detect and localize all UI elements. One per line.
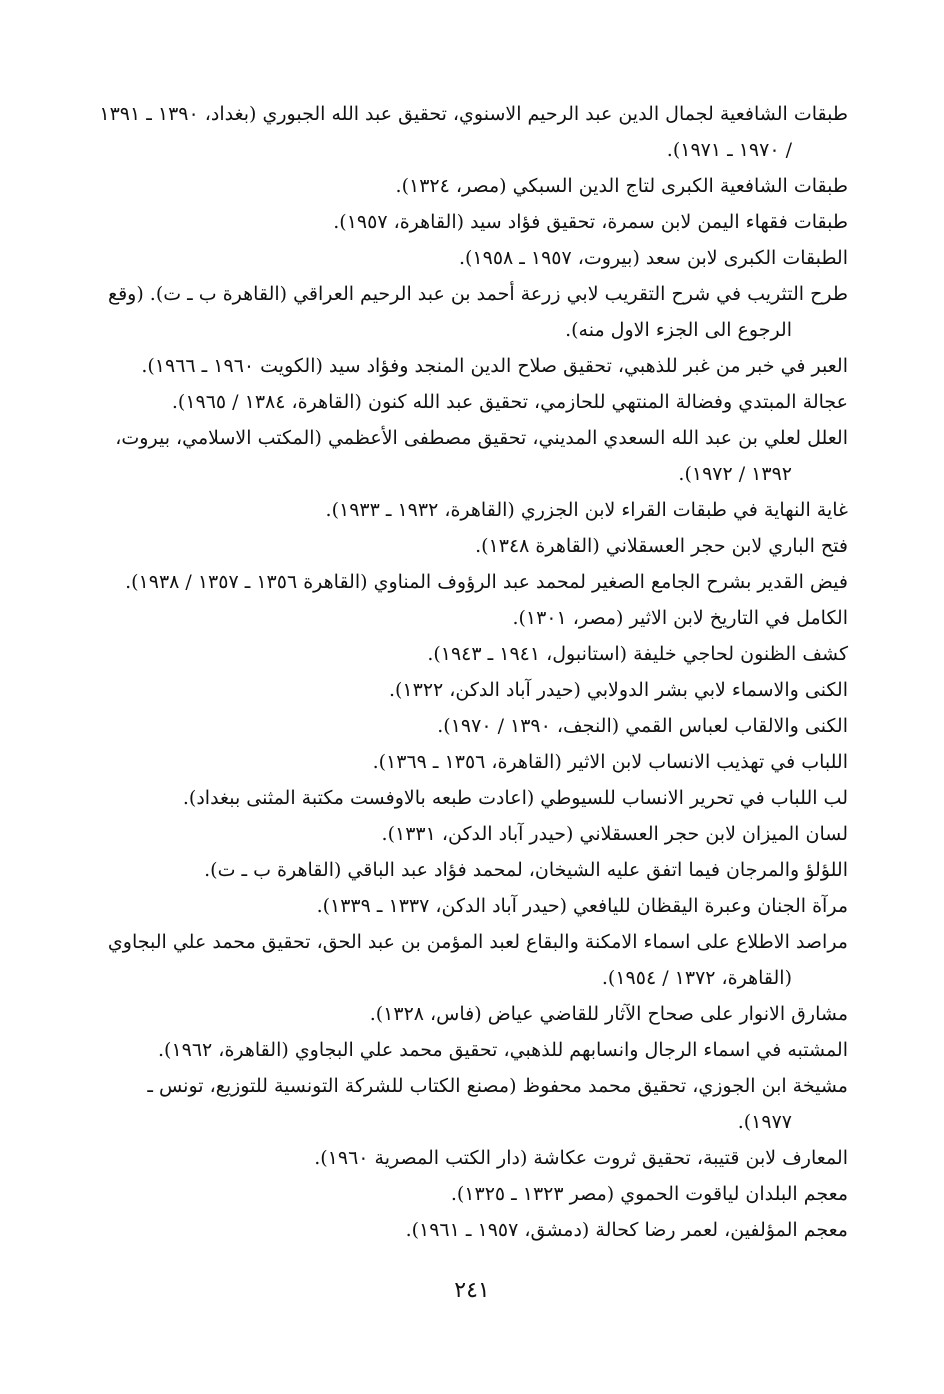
bibliography-entry: المشتبه في اسماء الرجال وانسابهم للذهبي، تحقيق محمد علي البجاوي (القاهرة، ١٩٦٢). [157,1039,848,1061]
bibliography-entry: فتح الباري لابن حجر العسقلاني (القاهرة ١٣٤٨). [475,535,848,557]
bibliography-entry: العلل لعلي بن عبد الله السعدي المديني، تحقيق مصطفى الأعظمي (المكتب الاسلامي، بيروت، ١٣٩٢ / ١٩٧٢). [115,427,848,485]
bibliography-entry: اللؤلؤ والمرجان فيما اتفق عليه الشيخان، لمحمد فؤاد عبد الباقي (القاهرة ب ـ ت). [204,859,848,881]
bibliography-entry: طرح التثريب في شرح التقريب لابي زرعة أحمد بن عبد الرحيم العراقي (القاهرة ب ـ ت). (وقع الرجوع الى الجزء الاول منه). [107,283,848,341]
bibliography-entry: الكنى والالقاب لعباس القمي (النجف، ١٣٩٠ / ١٩٧٠). [437,715,848,737]
bibliography-entry: العبر في خبر من غبر للذهبي، تحقيق صلاح الدين المنجد وفؤاد سيد (الكويت ١٩٦٠ ـ ١٩٦٦). [141,355,848,377]
page-number: ٢٤١ [454,1278,490,1303]
bibliography-entry: مراصد الاطلاع على اسماء الامكنة والبقاع لعبد المؤمن بن عبد الحق، تحقيق محمد علي البجاوي (القاهرة، ١٣٧٢ / ١٩٥٤). [107,931,848,989]
bibliography-entry: الكامل في التاريخ لابن الاثير (مصر، ١٣٠١). [512,607,848,629]
bibliography-entry: مرآة الجنان وعبرة اليقظان لليافعي (حيدر آباد الدكن، ١٣٣٧ ـ ١٣٣٩). [316,895,848,917]
bibliography-entry: الطبقات الكبرى لابن سعد (بيروت، ١٩٥٧ ـ ١٩٥٨). [458,247,848,269]
bibliography-entry: مشارق الانوار على صحاح الآثار للقاضي عياض (فاس، ١٣٢٨). [369,1003,848,1025]
bibliography-entry: فيض القدير بشرح الجامع الصغير لمحمد عبد الرؤوف المناوي (القاهرة ١٣٥٦ ـ ١٣٥٧ / ١٩٣٨). [125,571,848,593]
bibliography-entry: لسان الميزان لابن حجر العسقلاني (حيدر آباد الدكن، ١٣٣١). [381,823,848,845]
bibliography-entry: كشف الظنون لحاجي خليفة (استانبول، ١٩٤١ ـ ١٩٤٣). [427,643,848,665]
bibliography-entry: معجم البلدان لياقوت الحموي (مصر ١٣٢٣ ـ ١٣٢٥). [450,1183,848,1205]
bibliography-entry: اللباب في تهذيب الانساب لابن الاثير (القاهرة، ١٣٥٦ ـ ١٣٦٩). [372,751,848,773]
bibliography-entry: طبقات فقهاء اليمن لابن سمرة، تحقيق فؤاد سيد (القاهرة، ١٩٥٧). [333,211,848,233]
bibliography-entry: مشيخة ابن الجوزي، تحقيق محمد محفوظ (مصنع الكتاب للشركة التونسية للتوزيع، تونس ـ ١٩٧٧). [147,1075,848,1133]
bibliography-page [96,96,848,1248]
bibliography-entry: لب اللباب في تحرير الانساب للسيوطي (اعادت طبعه بالاوفست مكتبة المثنى ببغداد). [182,787,848,809]
bibliography-entry: طبقات الشافعية الكبرى لتاج الدين السبكي (مصر، ١٣٢٤). [395,175,848,197]
bibliography-entry: غاية النهاية في طبقات القراء لابن الجزري (القاهرة، ١٩٣٢ ـ ١٩٣٣). [325,499,848,521]
bibliography-entry: عجالة المبتدي وفضالة المنتهي للحازمي، تحقيق عبد الله كنون (القاهرة، ١٣٨٤ / ١٩٦٥). [171,391,848,413]
bibliography-entry: المعارف لابن قتيبة، تحقيق ثروت عكاشة (دار الكتب المصرية ١٩٦٠). [314,1147,848,1169]
bibliography-entry: طبقات الشافعية لجمال الدين عبد الرحيم الاسنوي، تحقيق عبد الله الجبوري (بغداد، ١٣٩٠ ـ ١٣٩١ / ١٩٧٠ ـ ١٩٧١). [99,103,848,161]
bibliography-entry: معجم المؤلفين، لعمر رضا كحالة (دمشق، ١٩٥٧ ـ ١٩٦١). [405,1219,848,1241]
bibliography-entry: الكنى والاسماء لابي بشر الدولابي (حيدر آباد الدكن، ١٣٢٢). [388,679,848,701]
